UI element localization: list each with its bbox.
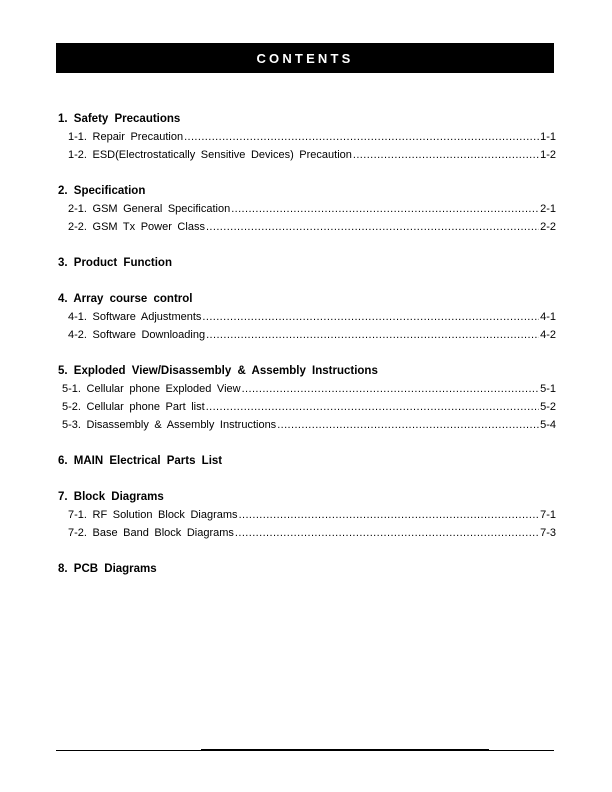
toc-entry[interactable] [56, 524, 556, 542]
entry-page-number: 2-1 [540, 203, 556, 215]
footer-rule-thick [201, 749, 489, 751]
section-spacer [56, 470, 556, 488]
toc-entry[interactable] [56, 146, 556, 164]
entry-label: 5-3. Disassembly & Assembly Instructions [62, 419, 277, 431]
section-title[interactable]: 1. Safety Precautions [58, 113, 181, 125]
section-title[interactable]: 8. PCB Diagrams [58, 563, 157, 575]
entry-label: 5-2. Cellular phone Part list [62, 401, 205, 413]
toc-entry[interactable] [56, 128, 556, 146]
entry-page-number: 5-1 [540, 383, 556, 395]
entry-label: 2-1. GSM General Specification [68, 203, 231, 215]
toc-entry[interactable] [56, 398, 556, 416]
contents-banner [56, 43, 554, 73]
footer-rule [56, 750, 554, 751]
toc-entry[interactable] [56, 380, 556, 398]
entry-label: 7-1. RF Solution Block Diagrams [68, 509, 238, 521]
dot-leader [206, 326, 539, 344]
toc-section [56, 488, 556, 542]
toc-entry[interactable] [56, 506, 556, 524]
page-title: CONTENTS [256, 50, 354, 66]
section-title[interactable]: 6. MAIN Electrical Parts List [58, 455, 223, 467]
toc-section [56, 182, 556, 236]
entry-page-number: 5-2 [540, 401, 556, 413]
dot-leader [235, 524, 539, 542]
toc-entry[interactable] [56, 326, 556, 344]
table-of-contents [56, 110, 556, 578]
section-title[interactable]: 7. Block Diagrams [58, 491, 164, 503]
toc-section [56, 362, 556, 434]
dot-leader [202, 308, 539, 326]
entry-label: 4-1. Software Adjustments [68, 311, 202, 323]
section-spacer [56, 164, 556, 182]
entry-label: 7-2. Base Band Block Diagrams [68, 527, 234, 539]
toc-section [56, 254, 556, 272]
dot-leader [206, 398, 539, 416]
section-title[interactable]: 3. Product Function [58, 257, 172, 269]
section-title[interactable]: 5. Exploded View/Disassembly & Assembly Instructions [58, 365, 378, 377]
entry-page-number: 7-3 [540, 527, 556, 539]
toc-entry[interactable] [56, 200, 556, 218]
entry-label: 5-1. Cellular phone Exploded View [62, 383, 241, 395]
toc-entry[interactable] [56, 218, 556, 236]
dot-leader [184, 128, 539, 146]
entry-label: 2-2. GSM Tx Power Class [68, 221, 205, 233]
section-title[interactable]: 4. Array course control [58, 293, 193, 305]
dot-leader [231, 200, 539, 218]
toc-entry[interactable] [56, 416, 556, 434]
entry-page-number: 2-2 [540, 221, 556, 233]
entry-page-number: 1-1 [540, 131, 556, 143]
entry-label: 4-2. Software Downloading [68, 329, 206, 341]
entry-page-number: 5-4 [540, 419, 556, 431]
dot-leader [277, 416, 539, 434]
entry-page-number: 4-1 [540, 311, 556, 323]
dot-leader [239, 506, 540, 524]
dot-leader [242, 380, 540, 398]
dot-leader [206, 218, 539, 236]
section-spacer [56, 434, 556, 452]
section-spacer [56, 542, 556, 560]
section-spacer [56, 344, 556, 362]
entry-page-number: 7-1 [540, 509, 556, 521]
entry-page-number: 4-2 [540, 329, 556, 341]
toc-section [56, 290, 556, 344]
dot-leader [353, 146, 539, 164]
section-spacer [56, 272, 556, 290]
entry-page-number: 1-2 [540, 149, 556, 161]
entry-label: 1-1. Repair Precaution [68, 131, 184, 143]
toc-section [56, 452, 556, 470]
entry-label: 1-2. ESD(Electrostatically Sensitive Devices) Precaution [68, 149, 352, 161]
toc-entry[interactable] [56, 308, 556, 326]
toc-section [56, 560, 556, 578]
section-spacer [56, 236, 556, 254]
toc-section [56, 110, 556, 164]
section-title[interactable]: 2. Specification [58, 185, 146, 197]
